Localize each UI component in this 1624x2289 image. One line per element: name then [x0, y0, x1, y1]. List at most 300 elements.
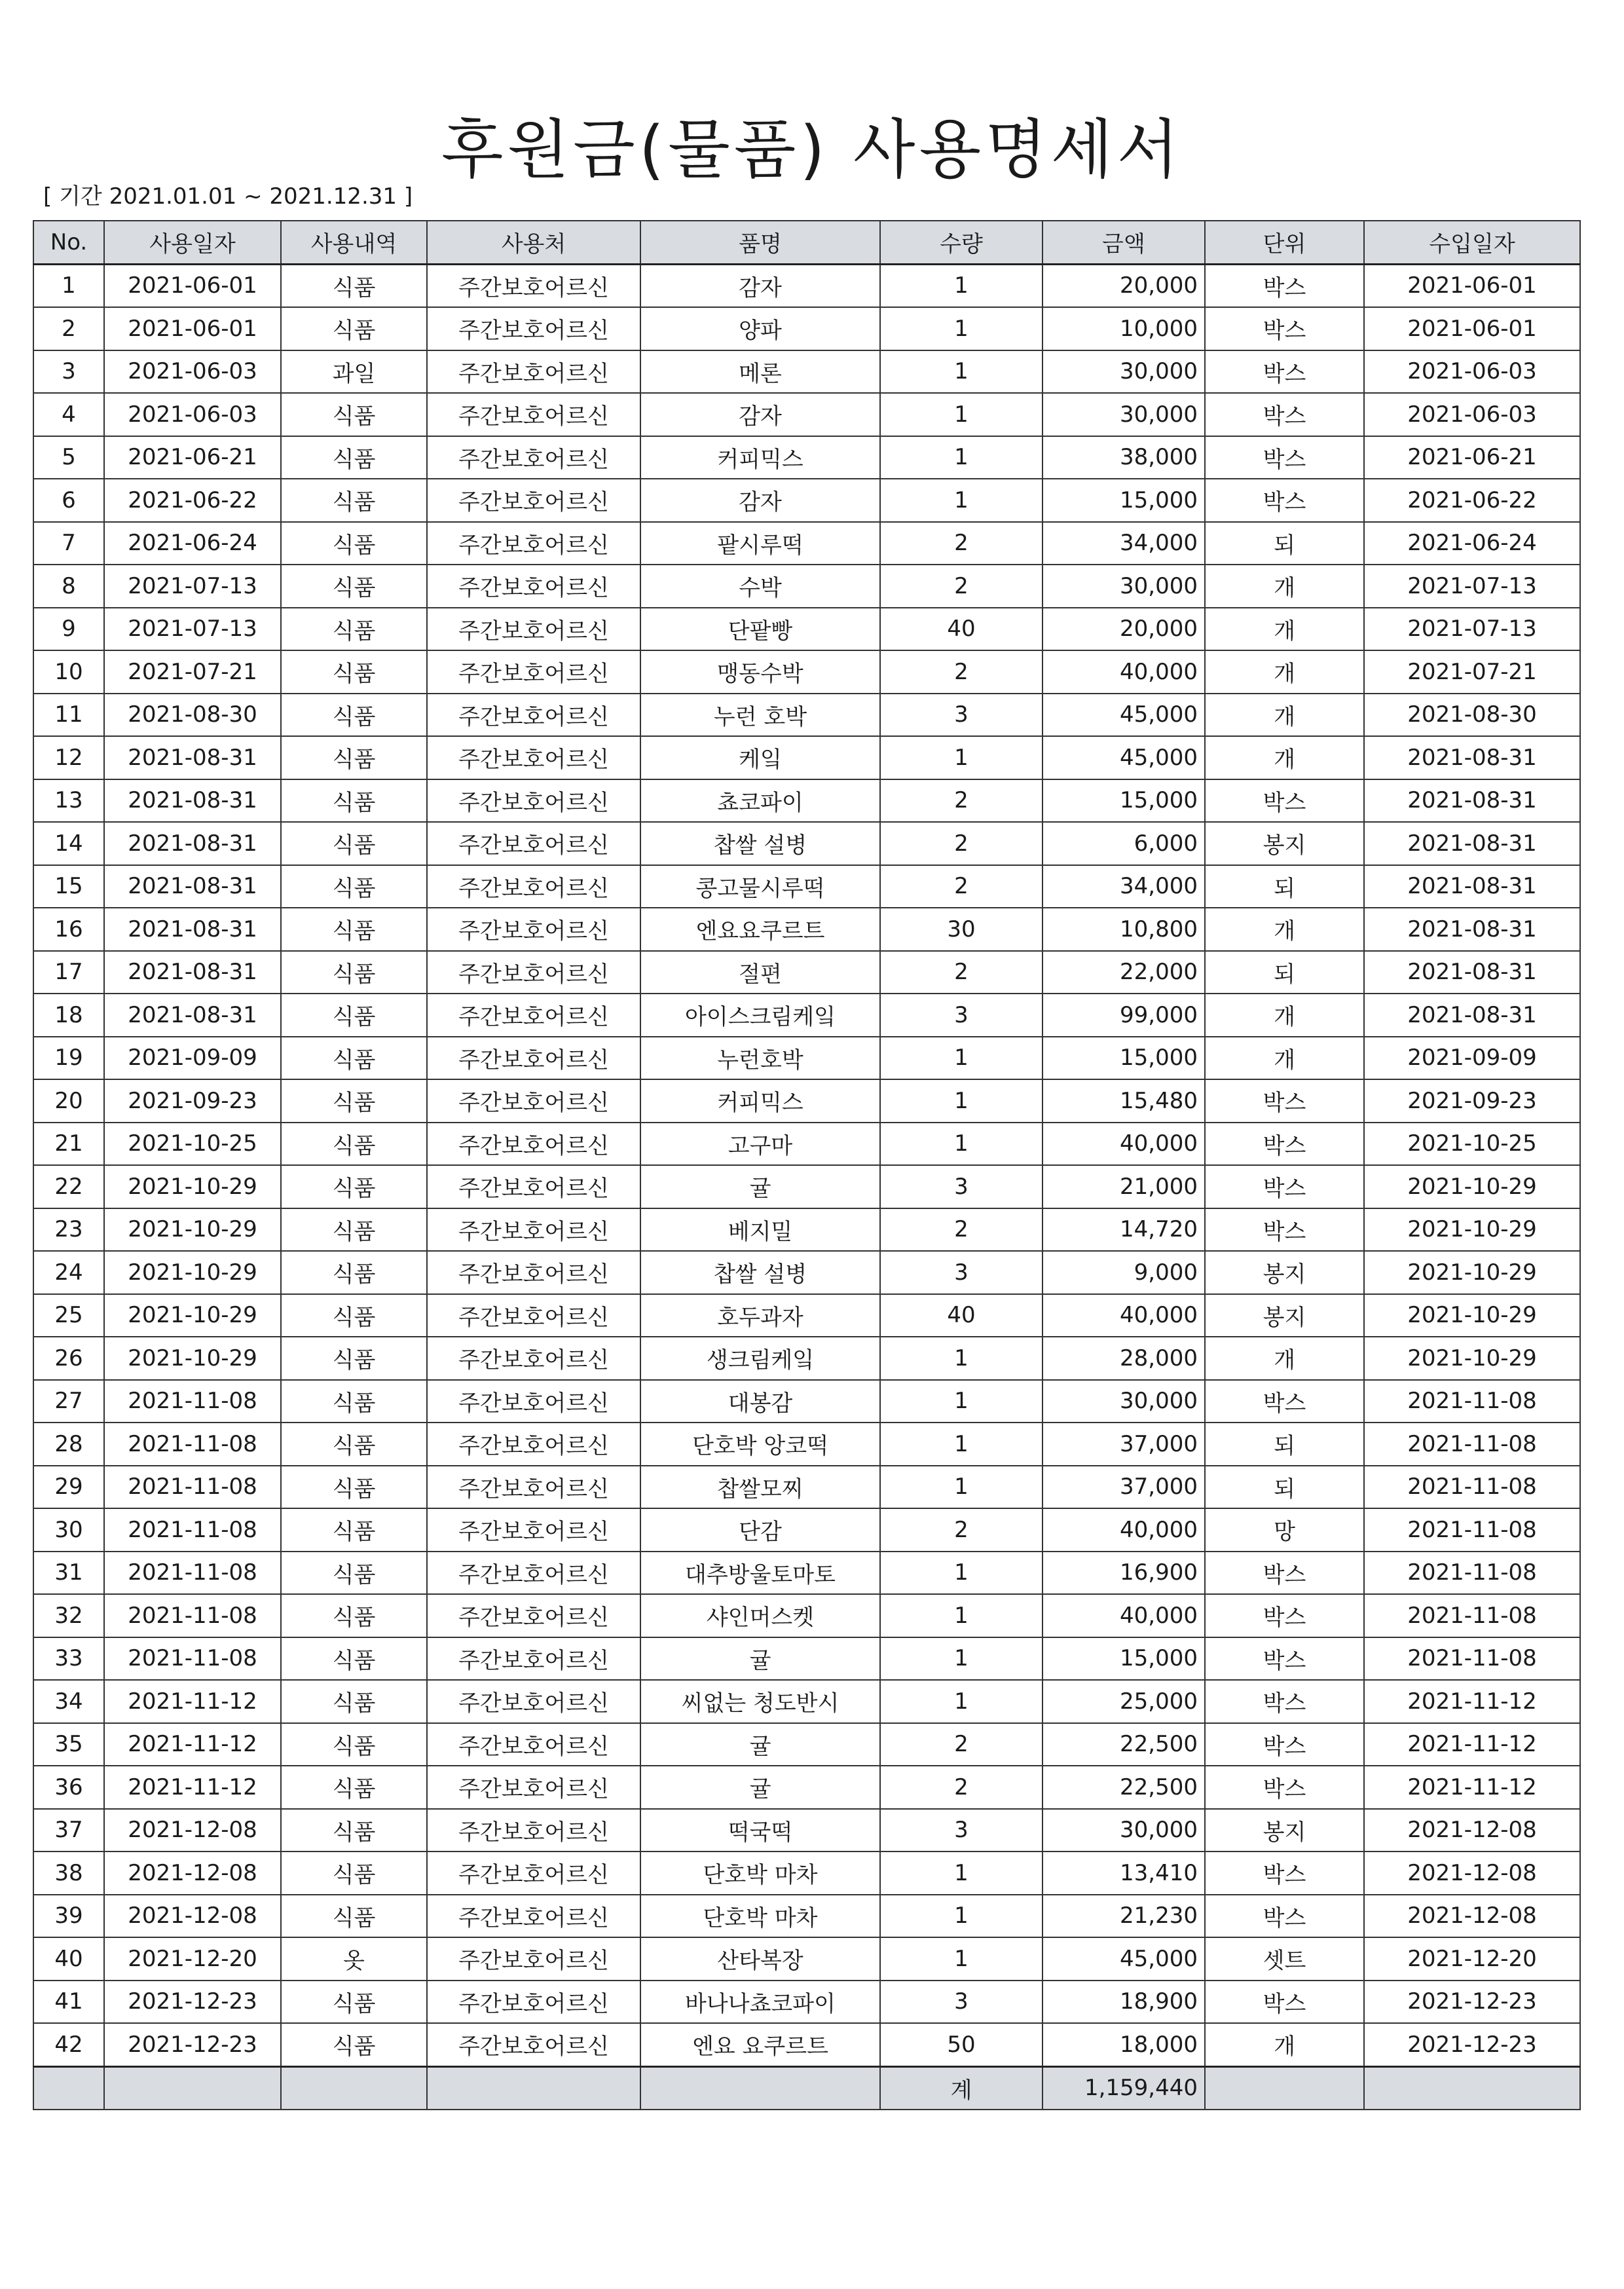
use-date-cell: 2021-12-20 [104, 1937, 281, 1981]
row-no-cell: 21 [33, 1123, 104, 1166]
unit-cell: 박스 [1205, 479, 1364, 522]
row-no-cell: 33 [33, 1637, 104, 1681]
item-name-cell: 쵸코파이 [640, 779, 880, 823]
quantity-cell: 2 [880, 1723, 1043, 1766]
item-name-cell: 귤 [640, 1723, 880, 1766]
row-no-cell: 31 [33, 1552, 104, 1595]
total-label: 계 [880, 2066, 1043, 2110]
amount-cell: 34,000 [1043, 522, 1205, 565]
item-name-cell: 떡국떡 [640, 1809, 880, 1852]
unit-cell: 개 [1205, 1037, 1364, 1080]
use-date-cell: 2021-11-08 [104, 1423, 281, 1466]
use-date-cell: 2021-11-08 [104, 1637, 281, 1681]
unit-cell: 망 [1205, 1508, 1364, 1552]
table-row [33, 2023, 1580, 2066]
row-no-cell: 10 [33, 650, 104, 694]
use-type-cell: 식품 [281, 1852, 427, 1895]
item-name-cell: 찹쌀 설병 [640, 1251, 880, 1294]
table-row [33, 1251, 1580, 1294]
use-place-cell: 주간보호어르신 [427, 1208, 640, 1252]
item-name-cell: 콩고물시루떡 [640, 865, 880, 908]
use-date-cell: 2021-06-21 [104, 436, 281, 479]
receipt-date-cell: 2021-10-25 [1364, 1123, 1580, 1166]
use-date-cell: 2021-06-01 [104, 264, 281, 307]
quantity-cell: 30 [880, 908, 1043, 951]
row-no-cell: 32 [33, 1594, 104, 1637]
use-place-cell: 주간보호어르신 [427, 1766, 640, 1809]
item-name-cell: 대봉감 [640, 1380, 880, 1423]
receipt-date-cell: 2021-07-13 [1364, 565, 1580, 608]
receipt-date-cell: 2021-09-23 [1364, 1079, 1580, 1123]
unit-cell: 박스 [1205, 1637, 1364, 1681]
amount-cell: 37,000 [1043, 1423, 1205, 1466]
table-row [33, 393, 1580, 436]
use-date-cell: 2021-10-29 [104, 1165, 281, 1208]
table-row [33, 608, 1580, 651]
use-place-cell: 주간보호어르신 [427, 393, 640, 436]
quantity-cell: 1 [880, 436, 1043, 479]
row-no-cell: 4 [33, 393, 104, 436]
table-row [33, 1123, 1580, 1166]
use-place-cell: 주간보호어르신 [427, 1165, 640, 1208]
use-type-cell: 식품 [281, 1895, 427, 1938]
use-date-cell: 2021-09-09 [104, 1037, 281, 1080]
use-place-cell: 주간보호어르신 [427, 694, 640, 737]
receipt-date-cell: 2021-08-30 [1364, 694, 1580, 737]
receipt-date-cell: 2021-12-08 [1364, 1852, 1580, 1895]
amount-cell: 45,000 [1043, 736, 1205, 779]
receipt-date-cell: 2021-10-29 [1364, 1337, 1580, 1380]
table-row [33, 951, 1580, 994]
amount-cell: 21,230 [1043, 1895, 1205, 1938]
receipt-date-cell: 2021-11-08 [1364, 1466, 1580, 1509]
receipt-date-cell: 2021-12-23 [1364, 2023, 1580, 2066]
use-place-cell: 주간보호어르신 [427, 436, 640, 479]
use-type-cell: 식품 [281, 1251, 427, 1294]
use-place-cell: 주간보호어르신 [427, 779, 640, 823]
table-row [33, 736, 1580, 779]
table-row [33, 1594, 1580, 1637]
use-date-cell: 2021-12-08 [104, 1852, 281, 1895]
use-type-cell: 식품 [281, 1294, 427, 1337]
use-type-cell: 과일 [281, 350, 427, 394]
use-type-cell: 식품 [281, 908, 427, 951]
amount-cell: 30,000 [1043, 565, 1205, 608]
unit-cell: 박스 [1205, 393, 1364, 436]
item-name-cell: 고구마 [640, 1123, 880, 1166]
total-empty-cell [33, 2066, 104, 2110]
row-no-cell: 20 [33, 1079, 104, 1123]
quantity-cell: 1 [880, 1895, 1043, 1938]
unit-cell: 개 [1205, 565, 1364, 608]
unit-cell: 봉지 [1205, 822, 1364, 865]
row-no-cell: 40 [33, 1937, 104, 1981]
use-date-cell: 2021-11-12 [104, 1723, 281, 1766]
row-no-cell: 42 [33, 2023, 104, 2066]
unit-cell: 박스 [1205, 1895, 1364, 1938]
item-name-cell: 단팥빵 [640, 608, 880, 651]
quantity-cell: 2 [880, 1208, 1043, 1252]
quantity-cell: 1 [880, 1123, 1043, 1166]
use-type-cell: 식품 [281, 1423, 427, 1466]
receipt-date-cell: 2021-08-31 [1364, 951, 1580, 994]
use-place-cell: 주간보호어르신 [427, 822, 640, 865]
row-no-cell: 1 [33, 264, 104, 307]
table-row [33, 1937, 1580, 1981]
use-place-cell: 주간보호어르신 [427, 1037, 640, 1080]
receipt-date-cell: 2021-06-01 [1364, 264, 1580, 307]
table-row [33, 565, 1580, 608]
quantity-cell: 1 [880, 1637, 1043, 1681]
table-body [33, 264, 1580, 2066]
quantity-cell: 40 [880, 1294, 1043, 1337]
quantity-cell: 40 [880, 608, 1043, 651]
unit-cell: 박스 [1205, 1723, 1364, 1766]
col-use-type: 사용내역 [281, 221, 427, 264]
amount-cell: 18,000 [1043, 2023, 1205, 2066]
unit-cell: 개 [1205, 2023, 1364, 2066]
row-no-cell: 7 [33, 522, 104, 565]
row-no-cell: 17 [33, 951, 104, 994]
quantity-cell: 2 [880, 522, 1043, 565]
amount-cell: 15,000 [1043, 779, 1205, 823]
row-no-cell: 39 [33, 1895, 104, 1938]
amount-cell: 22,500 [1043, 1766, 1205, 1809]
quantity-cell: 1 [880, 1337, 1043, 1380]
quantity-cell: 3 [880, 994, 1043, 1037]
amount-cell: 22,500 [1043, 1723, 1205, 1766]
use-place-cell: 주간보호어르신 [427, 1981, 640, 2024]
quantity-cell: 2 [880, 1508, 1043, 1552]
receipt-date-cell: 2021-10-29 [1364, 1165, 1580, 1208]
row-no-cell: 28 [33, 1423, 104, 1466]
use-type-cell: 식품 [281, 2023, 427, 2066]
unit-cell: 되 [1205, 1466, 1364, 1509]
quantity-cell: 1 [880, 264, 1043, 307]
use-place-cell: 주간보호어르신 [427, 650, 640, 694]
receipt-date-cell: 2021-09-09 [1364, 1037, 1580, 1080]
use-type-cell: 식품 [281, 822, 427, 865]
receipt-date-cell: 2021-10-29 [1364, 1251, 1580, 1294]
use-place-cell: 주간보호어르신 [427, 479, 640, 522]
receipt-date-cell: 2021-11-08 [1364, 1637, 1580, 1681]
amount-cell: 15,480 [1043, 1079, 1205, 1123]
amount-cell: 10,800 [1043, 908, 1205, 951]
receipt-date-cell: 2021-07-13 [1364, 608, 1580, 651]
table-row [33, 1723, 1580, 1766]
row-no-cell: 9 [33, 608, 104, 651]
use-place-cell: 주간보호어르신 [427, 1508, 640, 1552]
use-type-cell: 식품 [281, 1637, 427, 1681]
row-no-cell: 26 [33, 1337, 104, 1380]
receipt-date-cell: 2021-12-23 [1364, 1981, 1580, 2024]
quantity-cell: 2 [880, 779, 1043, 823]
amount-cell: 6,000 [1043, 822, 1205, 865]
total-empty-cell [104, 2066, 281, 2110]
table-row [33, 307, 1580, 350]
table-row [33, 1508, 1580, 1552]
item-name-cell: 샤인머스켓 [640, 1594, 880, 1637]
use-date-cell: 2021-11-08 [104, 1594, 281, 1637]
use-type-cell: 식품 [281, 1079, 427, 1123]
receipt-date-cell: 2021-06-03 [1364, 393, 1580, 436]
receipt-date-cell: 2021-08-31 [1364, 908, 1580, 951]
amount-cell: 20,000 [1043, 608, 1205, 651]
use-place-cell: 주간보호어르신 [427, 1895, 640, 1938]
table-row [33, 1809, 1580, 1852]
table-row [33, 479, 1580, 522]
unit-cell: 박스 [1205, 1594, 1364, 1637]
use-date-cell: 2021-08-31 [104, 908, 281, 951]
amount-cell: 37,000 [1043, 1466, 1205, 1509]
receipt-date-cell: 2021-06-03 [1364, 350, 1580, 394]
use-type-cell: 식품 [281, 393, 427, 436]
use-place-cell: 주간보호어르신 [427, 1637, 640, 1681]
unit-cell: 박스 [1205, 1380, 1364, 1423]
quantity-cell: 1 [880, 350, 1043, 394]
use-type-cell: 식품 [281, 650, 427, 694]
amount-cell: 14,720 [1043, 1208, 1205, 1252]
unit-cell: 되 [1205, 522, 1364, 565]
amount-cell: 16,900 [1043, 1552, 1205, 1595]
use-type-cell: 식품 [281, 1037, 427, 1080]
row-no-cell: 29 [33, 1466, 104, 1509]
row-no-cell: 2 [33, 307, 104, 350]
use-type-cell: 식품 [281, 264, 427, 307]
unit-cell: 박스 [1205, 1165, 1364, 1208]
row-no-cell: 36 [33, 1766, 104, 1809]
item-name-cell: 찹쌀 설병 [640, 822, 880, 865]
table-row [33, 1165, 1580, 1208]
unit-cell: 박스 [1205, 779, 1364, 823]
unit-cell: 봉지 [1205, 1251, 1364, 1294]
use-date-cell: 2021-10-29 [104, 1208, 281, 1252]
row-no-cell: 8 [33, 565, 104, 608]
unit-cell: 박스 [1205, 264, 1364, 307]
use-type-cell: 식품 [281, 1165, 427, 1208]
use-type-cell: 식품 [281, 1723, 427, 1766]
amount-cell: 38,000 [1043, 436, 1205, 479]
quantity-cell: 1 [880, 307, 1043, 350]
use-date-cell: 2021-08-31 [104, 865, 281, 908]
table-row [33, 1337, 1580, 1380]
item-name-cell: 산타복장 [640, 1937, 880, 1981]
item-name-cell: 엔요요쿠르트 [640, 908, 880, 951]
table-row [33, 1294, 1580, 1337]
use-place-cell: 주간보호어르신 [427, 1552, 640, 1595]
unit-cell: 되 [1205, 1423, 1364, 1466]
use-place-cell: 주간보호어르신 [427, 1852, 640, 1895]
item-name-cell: 커피믹스 [640, 436, 880, 479]
item-name-cell: 단호박 앙코떡 [640, 1423, 880, 1466]
quantity-cell: 2 [880, 822, 1043, 865]
table-row [33, 1380, 1580, 1423]
receipt-date-cell: 2021-11-08 [1364, 1508, 1580, 1552]
use-type-cell: 식품 [281, 436, 427, 479]
table-row [33, 865, 1580, 908]
amount-cell: 28,000 [1043, 1337, 1205, 1380]
amount-cell: 99,000 [1043, 994, 1205, 1037]
amount-cell: 13,410 [1043, 1852, 1205, 1895]
table-row [33, 650, 1580, 694]
use-date-cell: 2021-10-29 [104, 1294, 281, 1337]
receipt-date-cell: 2021-06-01 [1364, 307, 1580, 350]
unit-cell: 되 [1205, 951, 1364, 994]
quantity-cell: 1 [880, 1380, 1043, 1423]
quantity-cell: 50 [880, 2023, 1043, 2066]
use-type-cell: 식품 [281, 1680, 427, 1723]
item-name-cell: 귤 [640, 1165, 880, 1208]
quantity-cell: 1 [880, 1423, 1043, 1466]
row-no-cell: 22 [33, 1165, 104, 1208]
use-place-cell: 주간보호어르신 [427, 994, 640, 1037]
use-date-cell: 2021-06-03 [104, 393, 281, 436]
use-date-cell: 2021-11-08 [104, 1380, 281, 1423]
use-type-cell: 식품 [281, 1809, 427, 1852]
item-name-cell: 케잌 [640, 736, 880, 779]
row-no-cell: 3 [33, 350, 104, 394]
table-row [33, 1552, 1580, 1595]
item-name-cell: 바나나쵸코파이 [640, 1981, 880, 2024]
use-date-cell: 2021-08-31 [104, 779, 281, 823]
receipt-date-cell: 2021-06-22 [1364, 479, 1580, 522]
receipt-date-cell: 2021-11-12 [1364, 1680, 1580, 1723]
row-no-cell: 11 [33, 694, 104, 737]
item-name-cell: 수박 [640, 565, 880, 608]
use-date-cell: 2021-12-23 [104, 2023, 281, 2066]
receipt-date-cell: 2021-12-08 [1364, 1809, 1580, 1852]
use-date-cell: 2021-12-23 [104, 1981, 281, 2024]
use-date-cell: 2021-07-13 [104, 608, 281, 651]
use-type-cell: 식품 [281, 1981, 427, 2024]
use-type-cell: 식품 [281, 1508, 427, 1552]
use-date-cell: 2021-11-12 [104, 1766, 281, 1809]
quantity-cell: 1 [880, 1552, 1043, 1595]
total-row [33, 2066, 1580, 2110]
amount-cell: 40,000 [1043, 1594, 1205, 1637]
use-place-cell: 주간보호어르신 [427, 2023, 640, 2066]
col-use-date: 사용일자 [104, 221, 281, 264]
item-name-cell: 찹쌀모찌 [640, 1466, 880, 1509]
page-title: 후원금(물품) 사용명세서 [441, 113, 1183, 187]
receipt-date-cell: 2021-08-31 [1364, 779, 1580, 823]
quantity-cell: 1 [880, 1466, 1043, 1509]
row-no-cell: 23 [33, 1208, 104, 1252]
use-place-cell: 주간보호어르신 [427, 1466, 640, 1509]
use-date-cell: 2021-06-03 [104, 350, 281, 394]
amount-cell: 21,000 [1043, 1165, 1205, 1208]
quantity-cell: 1 [880, 1680, 1043, 1723]
item-name-cell: 단호박 마차 [640, 1895, 880, 1938]
table-row [33, 779, 1580, 823]
item-name-cell: 감자 [640, 264, 880, 307]
use-place-cell: 주간보호어르신 [427, 1723, 640, 1766]
row-no-cell: 5 [33, 436, 104, 479]
receipt-date-cell: 2021-11-12 [1364, 1766, 1580, 1809]
amount-cell: 30,000 [1043, 1380, 1205, 1423]
total-empty-cell [1205, 2066, 1364, 2110]
use-type-cell: 식품 [281, 951, 427, 994]
receipt-date-cell: 2021-11-08 [1364, 1380, 1580, 1423]
row-no-cell: 18 [33, 994, 104, 1037]
quantity-cell: 3 [880, 694, 1043, 737]
amount-cell: 30,000 [1043, 393, 1205, 436]
amount-cell: 45,000 [1043, 1937, 1205, 1981]
use-date-cell: 2021-11-12 [104, 1680, 281, 1723]
use-type-cell: 식품 [281, 994, 427, 1037]
use-type-cell: 식품 [281, 522, 427, 565]
unit-cell: 개 [1205, 994, 1364, 1037]
receipt-date-cell: 2021-11-08 [1364, 1423, 1580, 1466]
unit-cell: 박스 [1205, 436, 1364, 479]
use-type-cell: 식품 [281, 694, 427, 737]
quantity-cell: 3 [880, 1981, 1043, 2024]
quantity-cell: 1 [880, 1852, 1043, 1895]
quantity-cell: 1 [880, 1037, 1043, 1080]
header-row [33, 221, 1580, 264]
quantity-cell: 2 [880, 1766, 1043, 1809]
quantity-cell: 1 [880, 1079, 1043, 1123]
quantity-cell: 1 [880, 479, 1043, 522]
total-amount: 1,159,440 [1043, 2066, 1205, 2110]
amount-cell: 30,000 [1043, 1809, 1205, 1852]
receipt-date-cell: 2021-08-31 [1364, 994, 1580, 1037]
table-row [33, 1466, 1580, 1509]
row-no-cell: 37 [33, 1809, 104, 1852]
use-type-cell: 식품 [281, 865, 427, 908]
item-name-cell: 베지밀 [640, 1208, 880, 1252]
item-name-cell: 메론 [640, 350, 880, 394]
quantity-cell: 1 [880, 1594, 1043, 1637]
unit-cell: 셋트 [1205, 1937, 1364, 1981]
amount-cell: 40,000 [1043, 1294, 1205, 1337]
col-amount: 금액 [1043, 221, 1205, 264]
row-no-cell: 25 [33, 1294, 104, 1337]
use-place-cell: 주간보호어르신 [427, 1380, 640, 1423]
row-no-cell: 24 [33, 1251, 104, 1294]
receipt-date-cell: 2021-10-29 [1364, 1208, 1580, 1252]
unit-cell: 개 [1205, 908, 1364, 951]
col-receipt-date: 수입일자 [1364, 221, 1580, 264]
use-place-cell: 주간보호어르신 [427, 565, 640, 608]
col-quantity: 수량 [880, 221, 1043, 264]
receipt-date-cell: 2021-08-31 [1364, 865, 1580, 908]
total-empty-cell [640, 2066, 880, 2110]
item-name-cell: 커피믹스 [640, 1079, 880, 1123]
row-no-cell: 27 [33, 1380, 104, 1423]
use-place-cell: 주간보호어르신 [427, 1594, 640, 1637]
receipt-date-cell: 2021-11-08 [1364, 1594, 1580, 1637]
use-place-cell: 주간보호어르신 [427, 1809, 640, 1852]
total-empty-cell [1364, 2066, 1580, 2110]
item-name-cell: 생크림케잌 [640, 1337, 880, 1380]
use-place-cell: 주간보호어르신 [427, 307, 640, 350]
use-place-cell: 주간보호어르신 [427, 1937, 640, 1981]
item-name-cell: 감자 [640, 479, 880, 522]
total-empty-cell [281, 2066, 427, 2110]
table-row [33, 908, 1580, 951]
item-name-cell: 씨없는 청도반시 [640, 1680, 880, 1723]
unit-cell: 개 [1205, 650, 1364, 694]
use-type-cell: 식품 [281, 1208, 427, 1252]
quantity-cell: 3 [880, 1809, 1043, 1852]
table-row [33, 694, 1580, 737]
quantity-cell: 1 [880, 736, 1043, 779]
col-unit: 단위 [1205, 221, 1364, 264]
col-use-place: 사용처 [427, 221, 640, 264]
usage-table [33, 220, 1581, 2110]
receipt-date-cell: 2021-06-24 [1364, 522, 1580, 565]
